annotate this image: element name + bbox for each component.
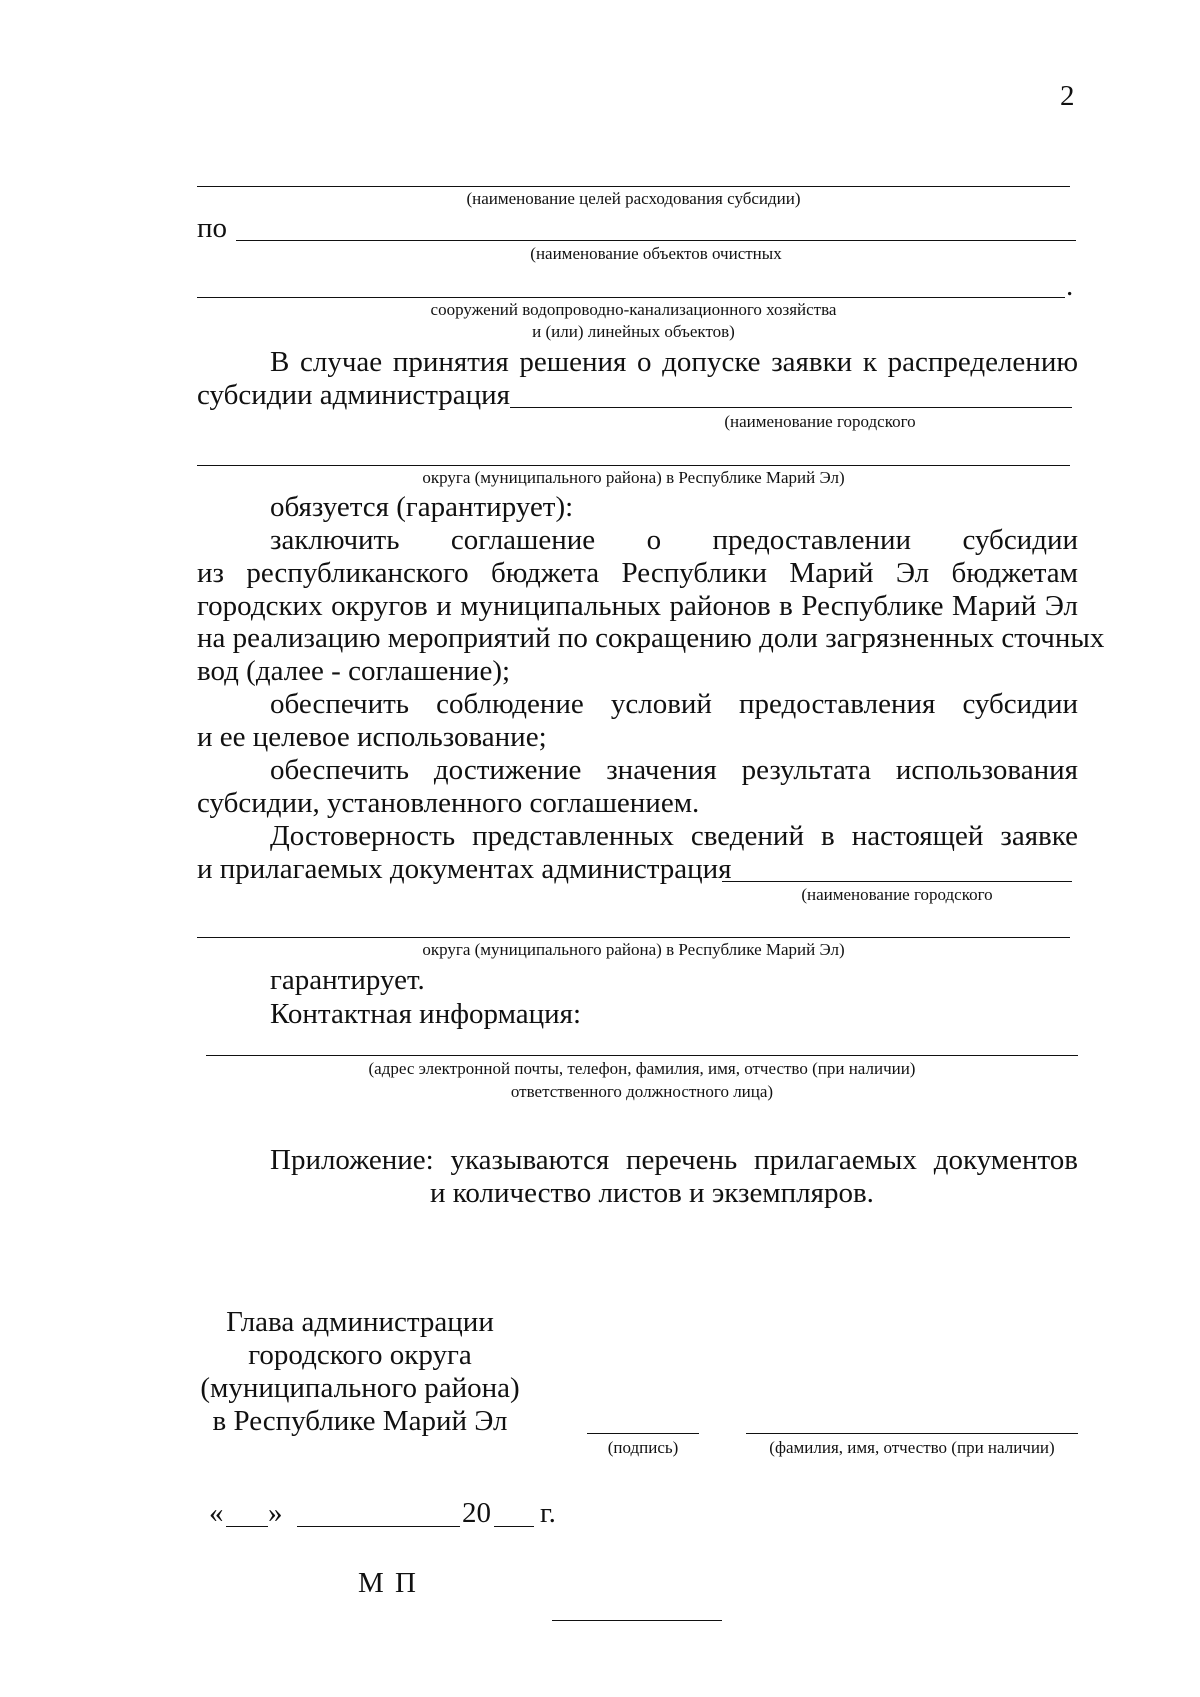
item1-line4: на реализацию мероприятий по сокращению доли загрязненных сточных (197, 622, 1105, 654)
date-year-line[interactable] (494, 1526, 534, 1527)
para1-line2: субсидии администрация (197, 379, 510, 411)
stamp-line[interactable] (552, 1620, 722, 1621)
item1-line3: городских округов и муниципальных районов в Республике Марий Эл (197, 590, 1078, 622)
item2-line2: и ее целевое использование; (197, 721, 547, 753)
reliability-caption1: (наименование городского (801, 885, 993, 904)
item1-line5: вод (далее - соглашение); (197, 655, 511, 687)
contact-caption1: (адрес электронной почты, телефон, фамилия, имя, отчество (при наличии) (368, 1059, 916, 1078)
caption-goals: (наименование целей расходования субсидии) (466, 189, 801, 208)
blank-line-objects[interactable] (236, 240, 1076, 241)
caption-objects-3: и (или) линейных объектов) (532, 322, 735, 341)
page-number: 2 (1060, 80, 1075, 112)
contact-label: Контактная информация: (270, 998, 582, 1030)
date-open-quote: « (209, 1497, 224, 1529)
para1-caption2: округа (муниципального района) в Республике Марий Эл) (422, 468, 845, 487)
blank-line-objects-2[interactable] (197, 297, 1065, 298)
appendix-line2: и количество листов и экземпляров. (430, 1177, 874, 1209)
caption-objects-2: сооружений водопроводно-канализационного хозяйства (430, 300, 837, 319)
item2-line1: обеспечить соблюдение условий предоставления субсидии (270, 688, 1078, 720)
caption-name: (фамилия, имя, отчество (при наличии) (769, 1438, 1055, 1457)
signature-title-4: в Республике Марий Эл (212, 1405, 508, 1437)
blank-line-administration[interactable] (510, 407, 1072, 408)
signature-title-3: (муниципального района) (200, 1372, 520, 1404)
appendix-line1: Приложение: указываются перечень прилагаемых документов (270, 1144, 1078, 1176)
para1-line1: В случае принятия решения о допуске заявки к распределению (270, 346, 1078, 378)
po-label: по (197, 212, 228, 244)
reliability-guarantee: гарантирует. (270, 964, 425, 996)
contact-caption2: ответственного должностного лица) (510, 1082, 774, 1101)
item3-line2: субсидии, установленного соглашением. (197, 787, 700, 819)
date-year-suffix: г. (540, 1497, 556, 1529)
item1-line1: заключить соглашение о предоставлении субсидии (270, 524, 1078, 556)
para1-caption1: (наименование городского (724, 412, 916, 431)
blank-line-contact[interactable] (206, 1055, 1078, 1056)
signature-title-1: Глава администрации (226, 1306, 494, 1338)
obligations-title: обязуется (гарантирует): (270, 491, 574, 523)
date-year-prefix: 20 (462, 1497, 491, 1529)
blank-line-okrug-2[interactable] (197, 937, 1070, 938)
period: . (1066, 270, 1074, 302)
name-line[interactable] (746, 1433, 1078, 1434)
item1-line2: из республиканского бюджета Республики Марий Эл бюджетам (197, 557, 1078, 589)
date-day-line[interactable] (226, 1526, 268, 1527)
blank-line-goals[interactable] (197, 186, 1070, 187)
date-month-line[interactable] (297, 1526, 460, 1527)
reliability-caption2: округа (муниципального района) в Республике Марий Эл) (422, 940, 845, 959)
date-close-quote: » (268, 1497, 283, 1529)
caption-signature: (подпись) (607, 1438, 679, 1457)
signature-title-2: городского округа (248, 1339, 472, 1371)
item3-line1: обеспечить достижение значения результата использования (270, 754, 1078, 786)
reliability-line2: и прилагаемых документах администрация (197, 853, 732, 885)
stamp-label: М П (358, 1567, 418, 1599)
blank-line-okrug[interactable] (197, 465, 1070, 466)
signature-line[interactable] (587, 1433, 699, 1434)
blank-line-administration-2[interactable] (722, 881, 1072, 882)
reliability-line1: Достоверность представленных сведений в настоящей заявке (270, 820, 1078, 852)
caption-objects-1: (наименование объектов очистных (530, 244, 782, 263)
